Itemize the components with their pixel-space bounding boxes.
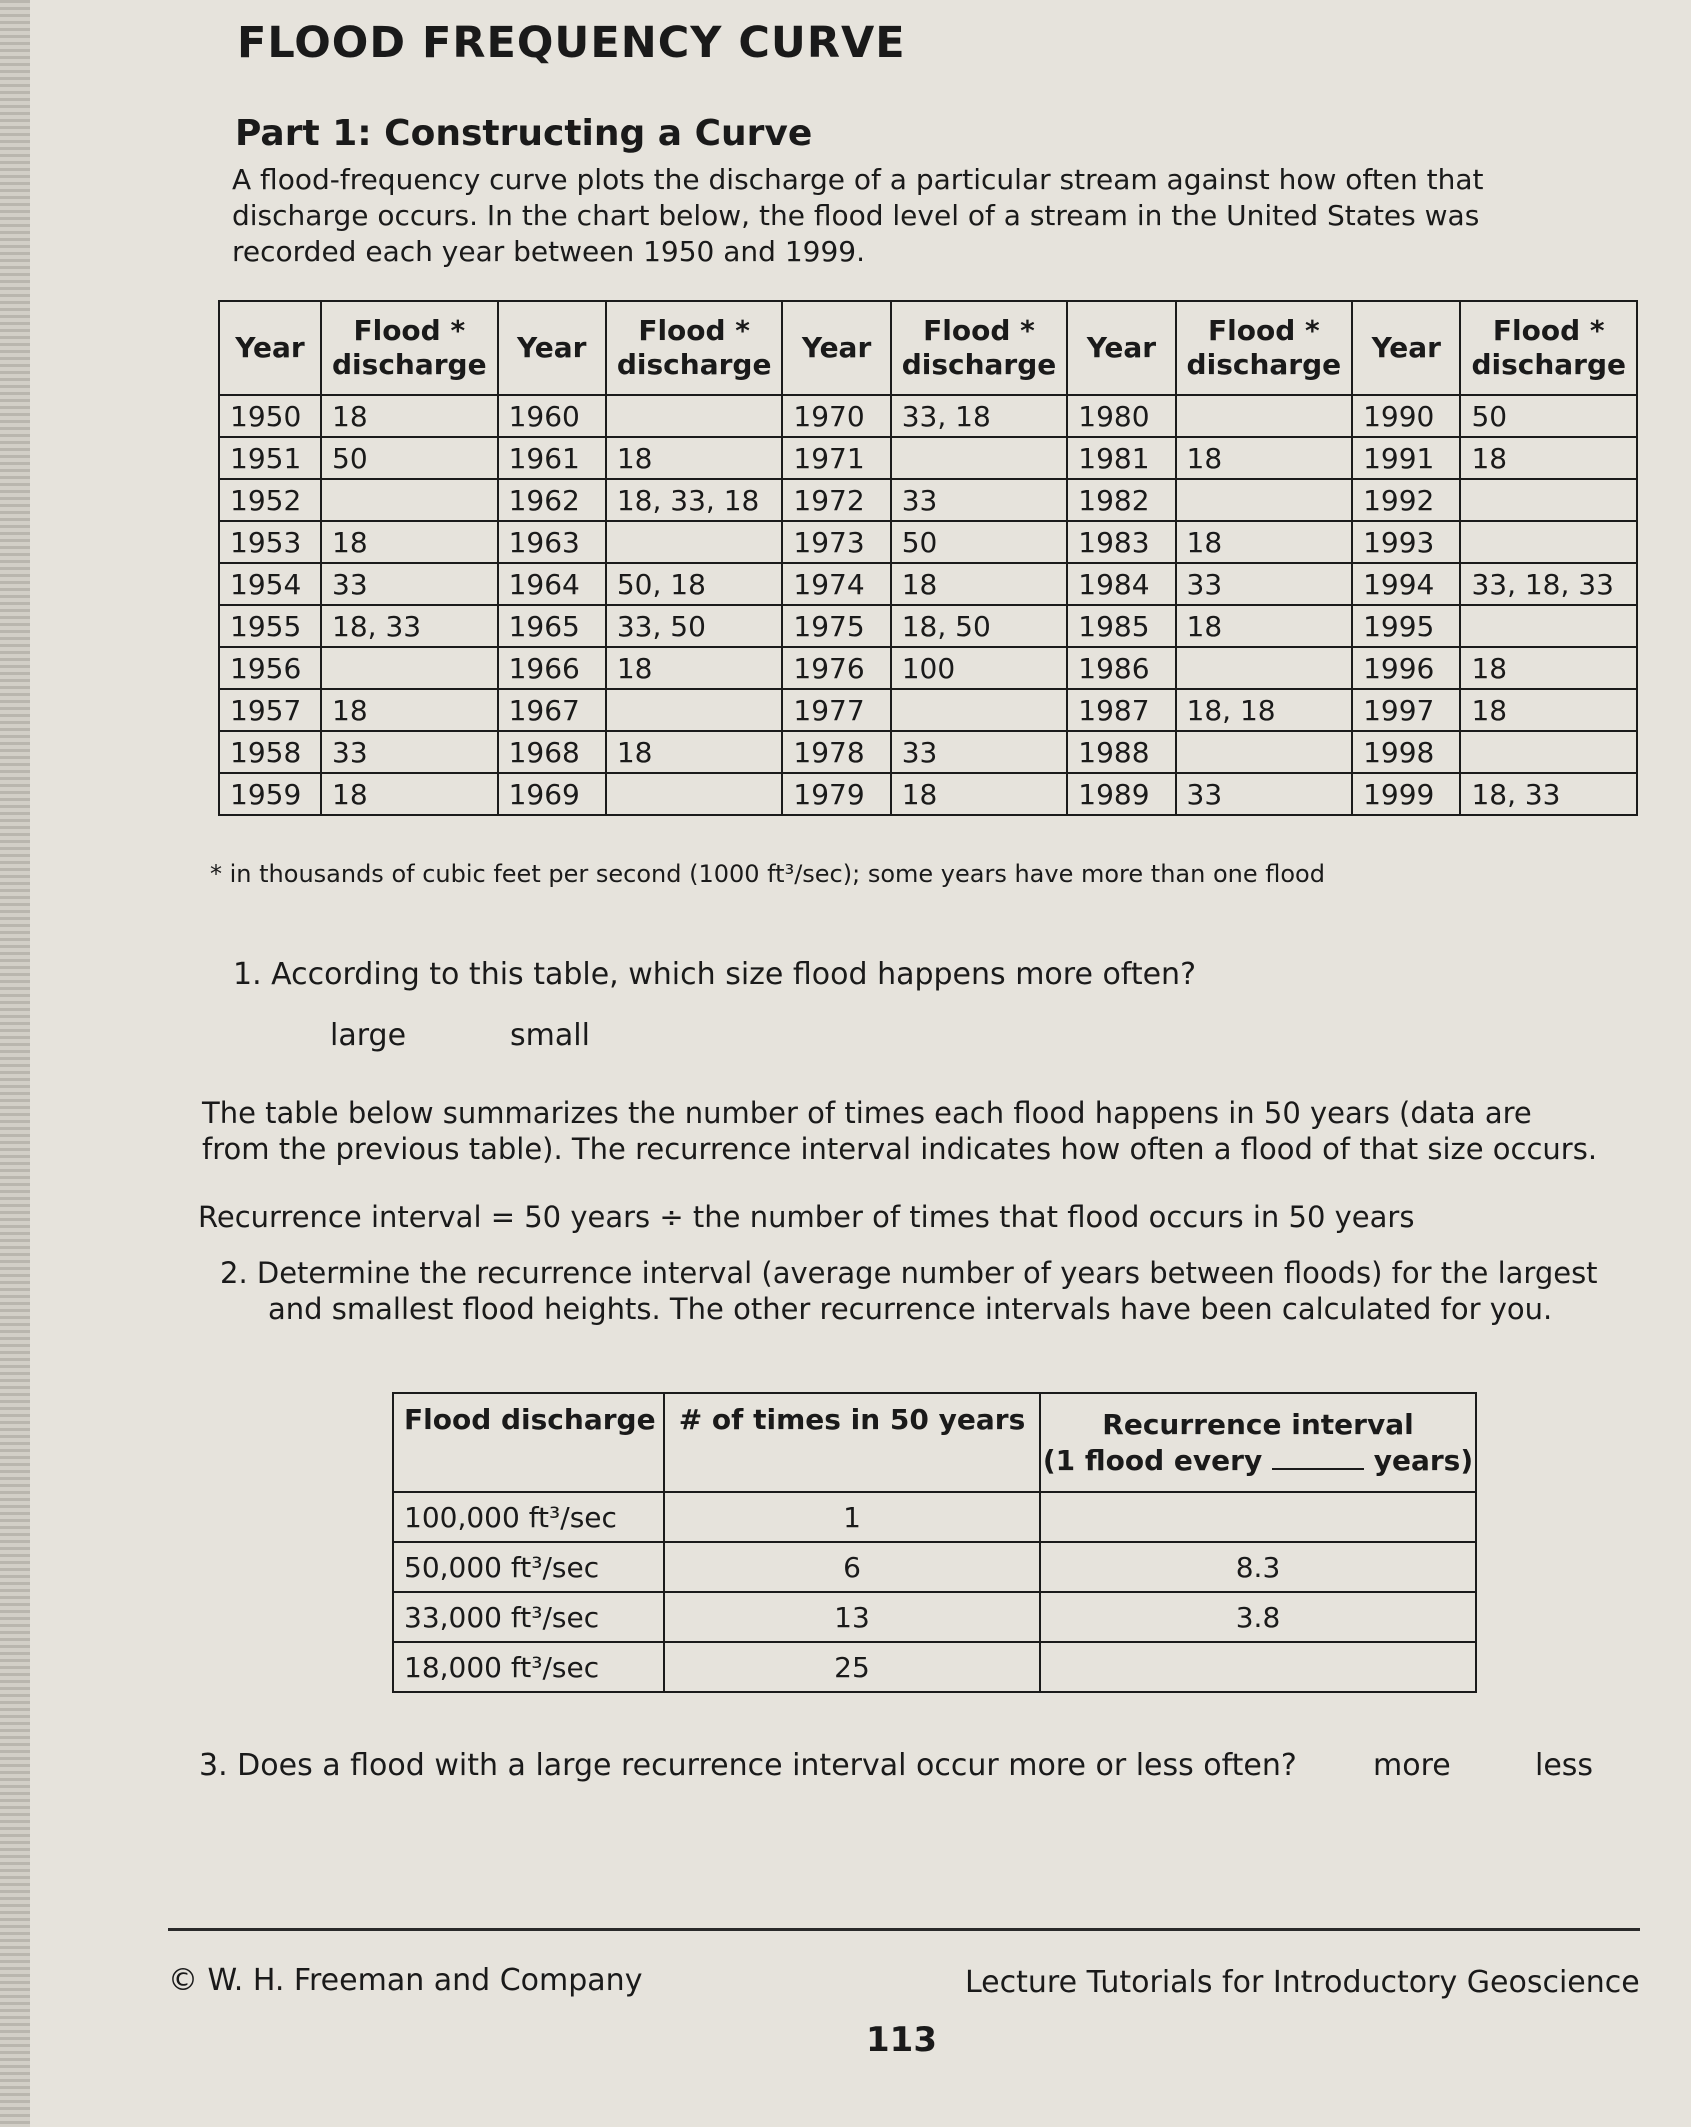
col-flood-discharge: Flood discharge [393,1393,664,1492]
year-column-header: Year [782,301,890,395]
flood-discharge-column-header: Flood * discharge [321,301,498,395]
year-cell: 1952 [219,479,321,521]
flood-table-body [219,395,1637,815]
year-cell: 1989 [1067,773,1175,815]
year-cell: 1983 [1067,521,1175,563]
question-1: 1. According to this table, which size flood happens more often? [233,957,1196,992]
year-cell: 1953 [219,521,321,563]
year-cell: 1972 [782,479,890,521]
year-cell: 1959 [219,773,321,815]
col-times-in-50-years: # of times in 50 years [664,1393,1040,1492]
year-cell: 1954 [219,563,321,605]
col-recurrence-subtitle [1042,1443,1474,1479]
table-row [219,479,1637,521]
year-cell: 1979 [782,773,890,815]
year-cell: 1964 [498,563,606,605]
discharge-cell: 33 [891,731,1068,773]
year-cell: 1967 [498,689,606,731]
discharge-cell [1460,731,1637,773]
col-recurrence-interval [1040,1393,1476,1492]
year-cell: 1962 [498,479,606,521]
summary-paragraph: The table below summarizes the number of times each flood happens in 50 years (data are from the previous table). The recurrence interval indicates how often a flood of that size occurs. [202,1096,1598,1166]
page-title: FLOOD FREQUENCY CURVE [237,18,906,68]
table-row [219,731,1637,773]
discharge-cell [606,395,783,437]
years-blank[interactable] [1272,1446,1364,1470]
discharge-cell: 18 [1176,437,1353,479]
discharge-cell: 100,000 ft³/sec [393,1492,664,1542]
discharge-cell: 18 [321,395,498,437]
q3-option-less[interactable]: less [1535,1748,1594,1783]
discharge-cell: 50, 18 [606,563,783,605]
year-cell: 1981 [1067,437,1175,479]
year-cell: 1995 [1352,605,1460,647]
discharge-cell: 33, 18, 33 [1460,563,1637,605]
discharge-cell: 18,000 ft³/sec [393,1642,664,1692]
discharge-cell [1176,395,1353,437]
discharge-cell [606,773,783,815]
year-cell: 1982 [1067,479,1175,521]
year-cell: 1992 [1352,479,1460,521]
year-cell: 1976 [782,647,890,689]
discharge-cell: 18 [891,563,1068,605]
flood-data-table [218,300,1638,816]
discharge-cell: 18, 33 [1460,773,1637,815]
year-cell: 1963 [498,521,606,563]
year-cell: 1974 [782,563,890,605]
year-cell: 1999 [1352,773,1460,815]
section-heading: Part 1: Constructing a Curve [235,113,813,154]
year-cell: 1958 [219,731,321,773]
discharge-cell [1176,647,1353,689]
recurrence-cell[interactable] [1040,1642,1476,1692]
table-row [393,1492,1476,1542]
discharge-cell: 18 [321,689,498,731]
table-row [393,1592,1476,1642]
footer-divider [168,1928,1640,1931]
page-number: 113 [866,2020,937,2060]
discharge-cell: 18, 33 [321,605,498,647]
discharge-cell [1176,731,1353,773]
discharge-cell: 50 [891,521,1068,563]
count-cell: 25 [664,1642,1040,1692]
table-row [219,563,1637,605]
discharge-cell: 18 [1176,605,1353,647]
year-cell: 1978 [782,731,890,773]
recurrence-interval-table [392,1392,1477,1693]
recurrence-cell: 8.3 [1040,1542,1476,1592]
discharge-cell: 50,000 ft³/sec [393,1542,664,1592]
year-cell: 1994 [1352,563,1460,605]
discharge-cell: 100 [891,647,1068,689]
discharge-cell: 33 [321,563,498,605]
recurrence-cell: 3.8 [1040,1592,1476,1642]
recurrence-table-body [393,1492,1476,1692]
year-cell: 1970 [782,395,890,437]
year-cell: 1951 [219,437,321,479]
discharge-cell: 18 [1460,647,1637,689]
year-column-header: Year [1352,301,1460,395]
year-column-header: Year [219,301,321,395]
discharge-cell: 18 [1460,437,1637,479]
recurrence-formula: Recurrence interval = 50 years ÷ the number of times that flood occurs in 50 years [198,1200,1415,1234]
discharge-cell: 33 [1176,773,1353,815]
year-cell: 1957 [219,689,321,731]
year-cell: 1986 [1067,647,1175,689]
flood-discharge-column-header: Flood * discharge [891,301,1068,395]
flood-discharge-column-header: Flood * discharge [1176,301,1353,395]
discharge-cell: 33,000 ft³/sec [393,1592,664,1642]
discharge-cell: 33 [321,731,498,773]
year-cell: 1993 [1352,521,1460,563]
discharge-cell [891,437,1068,479]
discharge-cell: 18 [321,521,498,563]
discharge-cell: 50 [321,437,498,479]
year-cell: 1961 [498,437,606,479]
discharge-cell: 18 [1460,689,1637,731]
year-cell: 1950 [219,395,321,437]
discharge-cell [1460,479,1637,521]
year-column-header: Year [1067,301,1175,395]
year-cell: 1984 [1067,563,1175,605]
year-cell: 1998 [1352,731,1460,773]
question-3: 3. Does a flood with a large recurrence interval occur more or less often? [199,1748,1297,1783]
year-cell: 1973 [782,521,890,563]
book-title: Lecture Tutorials for Introductory Geoscience [965,1965,1640,2000]
discharge-cell: 50 [1460,395,1637,437]
table-row [219,689,1637,731]
discharge-cell [1460,605,1637,647]
discharge-cell: 18 [891,773,1068,815]
year-cell: 1969 [498,773,606,815]
col-recurrence-post: years) [1373,1443,1474,1477]
discharge-cell [891,689,1068,731]
table-row [219,395,1637,437]
discharge-cell: 18 [606,647,783,689]
publisher-credit: © W. H. Freeman and Company [168,1963,643,1998]
discharge-cell [321,479,498,521]
discharge-cell [1460,521,1637,563]
q1-option-large[interactable]: large [330,1018,407,1053]
year-cell: 1990 [1352,395,1460,437]
count-cell: 13 [664,1592,1040,1642]
table-row [393,1642,1476,1692]
count-cell: 6 [664,1542,1040,1592]
flood-table-header-row [219,301,1637,395]
discharge-cell [321,647,498,689]
year-cell: 1955 [219,605,321,647]
discharge-cell: 33 [891,479,1068,521]
year-cell: 1988 [1067,731,1175,773]
year-column-header: Year [498,301,606,395]
year-cell: 1977 [782,689,890,731]
discharge-cell [606,521,783,563]
discharge-cell: 18 [1176,521,1353,563]
year-cell: 1966 [498,647,606,689]
q1-option-small[interactable]: small [510,1018,590,1053]
year-cell: 1997 [1352,689,1460,731]
discharge-cell: 18, 33, 18 [606,479,783,521]
discharge-cell: 33, 50 [606,605,783,647]
year-cell: 1971 [782,437,890,479]
year-cell: 1956 [219,647,321,689]
col-recurrence-title: Recurrence interval [1102,1407,1414,1441]
year-cell: 1991 [1352,437,1460,479]
table-row [393,1542,1476,1592]
table-row [219,437,1637,479]
discharge-cell [1176,479,1353,521]
year-cell: 1980 [1067,395,1175,437]
table-row [219,605,1637,647]
year-cell: 1960 [498,395,606,437]
discharge-cell: 18 [606,731,783,773]
discharge-cell [606,689,783,731]
flood-discharge-column-header: Flood * discharge [1460,301,1637,395]
q3-option-more[interactable]: more [1373,1748,1451,1783]
table-row [219,773,1637,815]
table-footnote: * in thousands of cubic feet per second (1000 ft³/sec); some years have more than one flood [210,860,1325,888]
discharge-cell: 18 [321,773,498,815]
count-cell: 1 [664,1492,1040,1542]
table-row [219,521,1637,563]
discharge-cell: 33 [1176,563,1353,605]
table-row [219,647,1637,689]
discharge-cell: 18, 50 [891,605,1068,647]
year-cell: 1996 [1352,647,1460,689]
year-cell: 1965 [498,605,606,647]
question-2: 2. Determine the recurrence interval (average number of years between floods) for the largest and smallest flood heights. The other recurrence intervals have been calculated for you. [220,1256,1598,1326]
intro-paragraph: A flood-frequency curve plots the discharge of a particular stream against how often that discharge occurs. In the chart below, the flood level of a stream in the United States was recorded each year between 1950 and 1999. [232,163,1484,268]
recurrence-table-header-row [393,1393,1476,1492]
col-recurrence-pre: (1 flood every [1042,1443,1263,1477]
discharge-cell: 18 [606,437,783,479]
year-cell: 1968 [498,731,606,773]
flood-discharge-column-header: Flood * discharge [606,301,783,395]
book-binding [0,0,30,2127]
recurrence-cell[interactable] [1040,1492,1476,1542]
discharge-cell: 33, 18 [891,395,1068,437]
year-cell: 1985 [1067,605,1175,647]
year-cell: 1987 [1067,689,1175,731]
year-cell: 1975 [782,605,890,647]
discharge-cell: 18, 18 [1176,689,1353,731]
